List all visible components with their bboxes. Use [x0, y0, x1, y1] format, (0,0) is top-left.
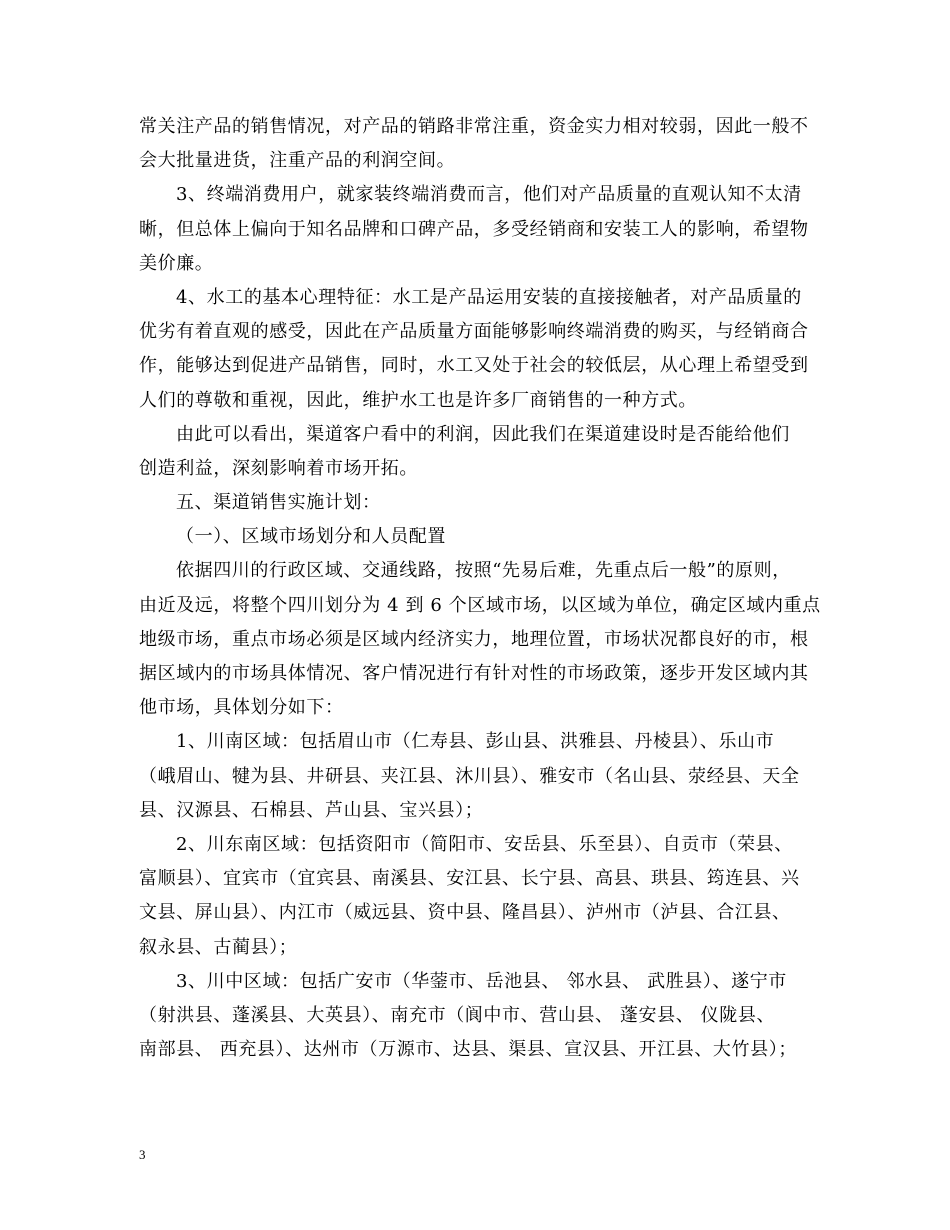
text-line: 五、渠道销售实施计划： [176, 492, 381, 514]
body-text [139, 110, 821, 1067]
text-line: （峨眉山、犍为县、井研县、夹江县、沐川县）、雅安市（名山县、荥经县、天全 [139, 765, 800, 787]
page-number: 3 [139, 1147, 146, 1162]
text-line: （一）、区域市场划分和人员配置 [176, 526, 446, 548]
text-line: 2、川东南区域：包括资阳市（简阳市、安岳县、乐至县）、自贡市（荣县、 [176, 833, 793, 855]
text-line: 叙永县、古蔺县）； [139, 936, 298, 958]
text-line: 他市场，具体划分如下： [139, 697, 344, 719]
text-line: 常关注产品的销售情况，对产品的销路非常注重，资金实力相对较弱，因此一般不 [139, 116, 809, 137]
text-line: 会大批量进货，注重产品的利润空间。 [139, 150, 456, 172]
text-line: 人们的尊敬和重视，因此，维护水工也是许多厂商销售的一种方式。 [139, 389, 697, 411]
text-line: 3、终端消费用户，就家装终端消费而言，他们对产品质量的直观认知不太清 [176, 184, 802, 206]
text-line: 优劣有着直观的感受，因此在产品质量方面能够影响终端消费的购买，与经销商合 [139, 321, 809, 343]
text-line: 文县、屏山县）、内江市（威远县、资中县、隆昌县）、泸州市（泸县、合江县、 [139, 902, 791, 924]
text-line: 4、水工的基本心理特征：水工是产品运用安装的直接接触者，对产品质量的 [176, 286, 802, 308]
text-line: 创造利益，深刻影响着市场开拓。 [139, 457, 418, 479]
text-line: 由此可以看出，渠道客户看中的利润，因此我们在渠道建设时是否能给他们 [176, 423, 790, 445]
text-line: 据区域内的市场具体情况、客户情况进行有针对性的市场政策，逐步开发区域内其 [139, 663, 809, 684]
text-line: 由近及远，将整个四川划分为 4 到 6 个区域市场，以区域为单位，确定区域内重点 [139, 594, 821, 616]
text-line: 依据四川的行政区域、交通线路，按照“先易后难，先重点后一般”的原则， [176, 560, 791, 582]
text-line: 晰，但总体上偏向于知名品牌和口碑产品，多受经销商和安装工人的影响，希望物 [139, 218, 809, 240]
text-line: 美价廉。 [139, 252, 214, 274]
text-line: （射洪县、蓬溪县、大英县）、南充市（阆中市、营山县、 蓬安县、 仪陇县、 [139, 1004, 776, 1026]
text-line: 地级市场，重点市场必须是区域内经济实力，地理位置，市场状况都良好的市，根 [139, 628, 809, 650]
text-line: 县、汉源县、石棉县、芦山县、宝兴县）； [139, 799, 484, 821]
text-line: 南部县、 西充县）、达州市（万源市、达县、渠县、宣汉县、开江县、大竹县）； [139, 1039, 797, 1061]
text-line: 富顺县）、宜宾市（宜宾县、南溪县、安江县、长宁县、高县、珙县、筠连县、兴 [139, 868, 800, 890]
text-line: 1、川南区域：包括眉山市（仁寿县、彭山县、洪雅县、丹棱县）、乐山市 [176, 731, 775, 753]
text-line: 作，能够达到促进产品销售，同时，水工又处于社会的较低层，从心理上希望受到 [139, 355, 809, 377]
text-line: 3、川中区域：包括广安市（华蓥市、岳池县、 邻水县、 武胜县）、遂宁市 [176, 970, 787, 992]
